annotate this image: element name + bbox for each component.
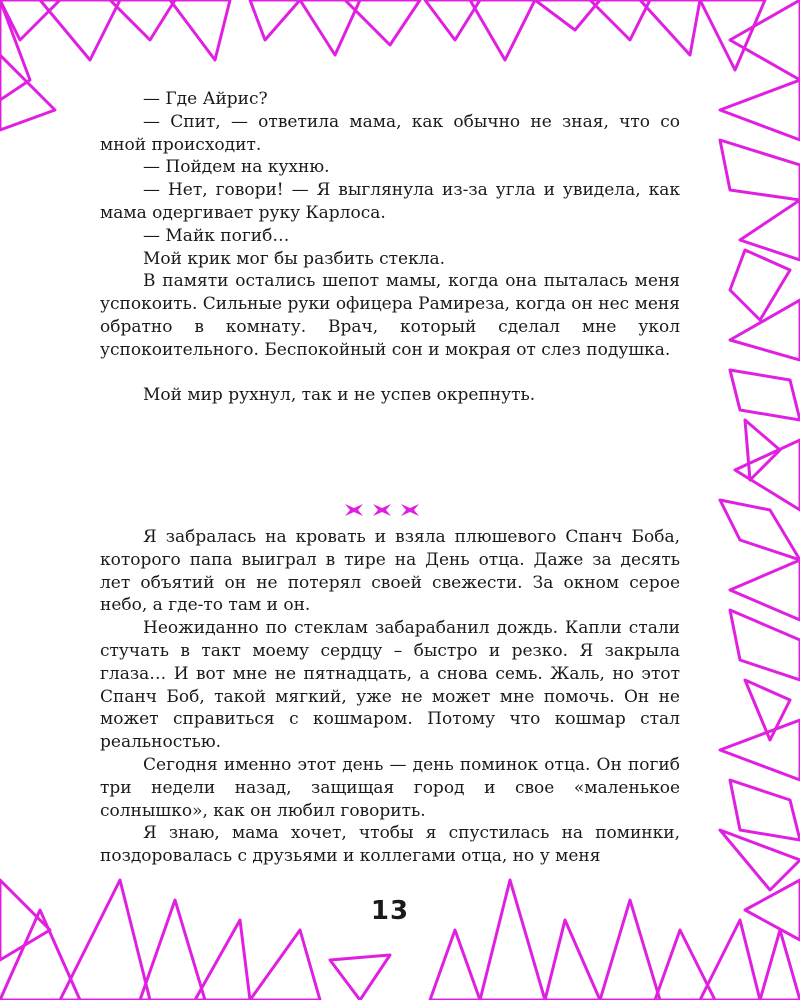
three-star-ornament-icon bbox=[340, 500, 430, 520]
paragraph: Неожиданно по стеклам забарабанил дождь. Капли стали стучать в такт моему сердцу – быстро и резко. Я закрыла глаза… И вот мне не пятнадцать, а снова семь. Жаль, но этот Спанч Боб, такой мягкий, уже не может мне помочь. Он не может справиться с кошмаром. Потому что кошмар стал реальностью. bbox=[100, 618, 680, 753]
paragraph: Я знаю, мама хочет, чтобы я спустилась на поминки, поздоровалась с друзьями и коллегами отца, но у меня bbox=[100, 823, 680, 867]
section-one bbox=[100, 88, 680, 406]
paragraph: — Майк погиб… bbox=[143, 225, 290, 246]
paragraph: Я забралась на кровать и взяла плюшевого Спанч Боба, которого папа выиграл в тире на День отца. Даже за десять лет объятий он не потерял своей свежести. За окном серое небо, а где-то там и он. bbox=[100, 527, 680, 616]
paragraph: В памяти остались шепот мамы, когда она пыталась меня успокоить. Сильные руки офицера Рамиреза, когда он нес меня обратно в комнату. Врач, который сделал мне укол успокоительного. Беспокойный сон и мокрая от слез подушка. bbox=[100, 271, 680, 360]
page-number: 13 bbox=[370, 896, 410, 926]
paragraph: — Пойдем на кухню. bbox=[143, 157, 330, 178]
paragraph: Мой крик мог бы разбить стекла. bbox=[143, 248, 446, 269]
paragraph: Сегодня именно этот день — день поминок отца. Он погиб три недели назад, защищая город и свое «маленькое солнышко», как он любил говорить. bbox=[100, 754, 680, 821]
paragraph: Мой мир рухнул, так и не успев окрепнуть. bbox=[143, 384, 536, 405]
paragraph: — Где Айрис? bbox=[143, 89, 268, 109]
paragraph: — Спит, — ответила мама, как обычно не зная, что со мной происходит. bbox=[100, 111, 680, 155]
paragraph: — Нет, говори! — Я выглянула из-за угла и увидела, как мама одергивает руку Карлоса. bbox=[100, 180, 680, 223]
section-two bbox=[100, 526, 680, 868]
